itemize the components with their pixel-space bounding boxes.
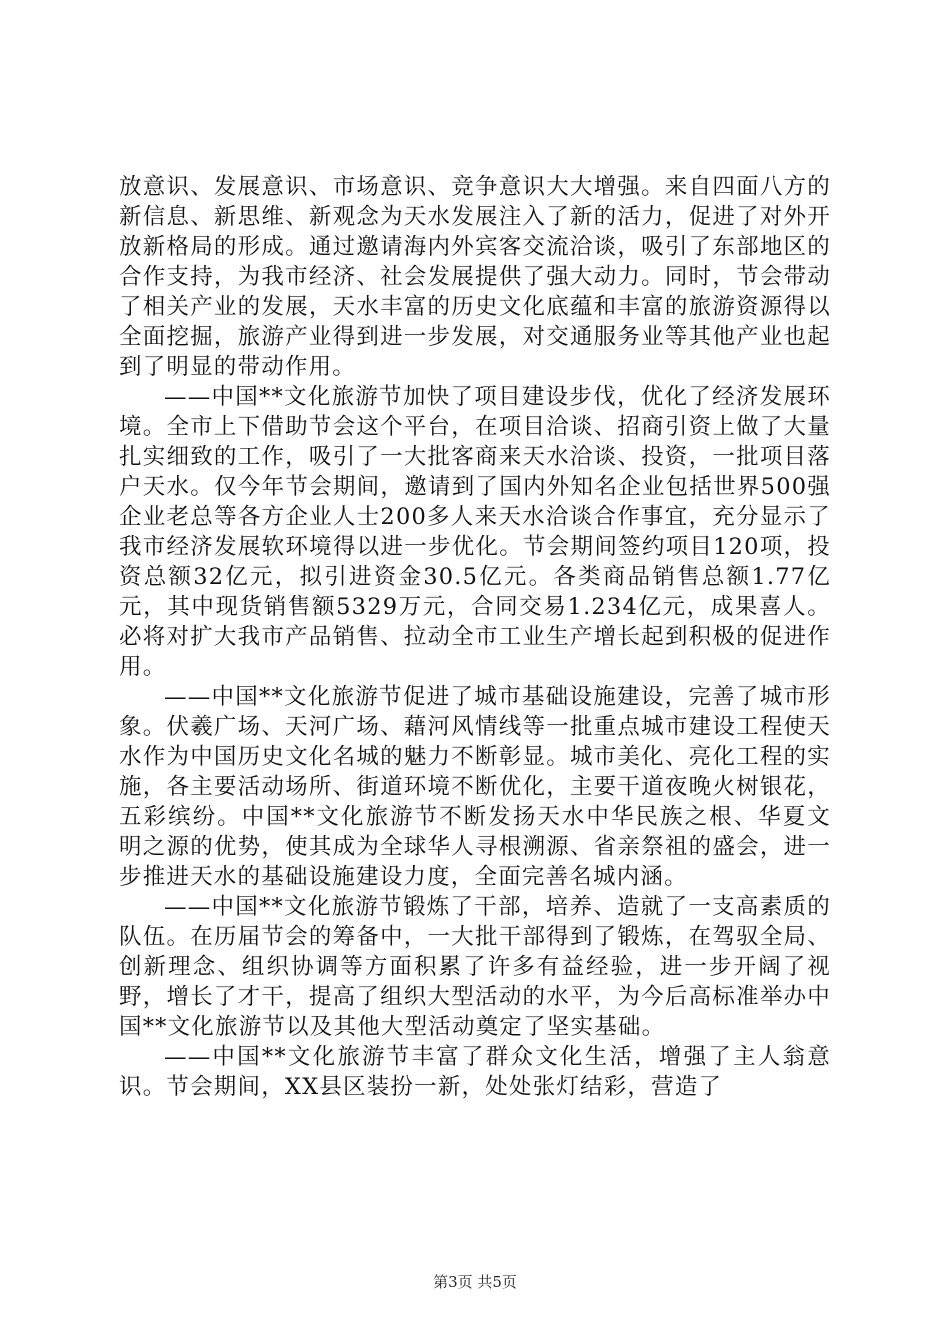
body-text <box>119 172 831 1102</box>
paragraph-cadre-training: ——中国**文化旅游节锻炼了干部，培养、造就了一支高素质的队伍。在历届节会的筹备中，一大批干部得到了锻炼，在驾驭全局、创新理念、组织协调等方面积累了许多有益经验，进一步开阔了视野，增长了才干，提高了组织大型活动的水平，为今后高标准举办中国**文化旅游节以及其他大型活动奠定了坚实基础。 <box>119 894 831 1040</box>
page-footer: 第3页 共5页 <box>433 1273 517 1291</box>
paragraph-continuation: 放意识、发展意识、市场意识、竞争意识大大增强。来自四面八方的新信息、新思维、新观念为天水发展注入了新的活力，促进了对外开放新格局的形成。通过邀请海内外宾客交流洽谈，吸引了东部地区的合作支持，为我市经济、社会发展提供了强大动力。同时，节会带动了相关产业的发展，天水丰富的历史文化底蕴和丰富的旅游资源得以全面挖掘，旅游产业得到进一步发展，对交通服务业等其他产业也起到了明显的带动作用。 <box>119 174 831 380</box>
paragraph-project-construction: ——中国**文化旅游节加快了项目建设步伐，优化了经济发展环境。全市上下借助节会这个平台，在项目洽谈、招商引资上做了大量扎实细致的工作，吸引了一大批客商来天水洽谈、投资，一批项目落户天水。仅今年节会期间，邀请到了国内外知名企业包括世界500强企业老总等各方企业人士200多人来天水洽谈合作事宜，充分显示了我市经济发展软环境得以进一步优化。节会期间签约项目120项，投资总额32亿元，拟引进资金30.5亿元。各类商品销售总额1.77亿元，其中现货销售额5329万元，合同交易1.234亿元，成果喜人。必将对扩大我市产品销售、拉动全市工业生产增长起到积极的促进作用。 <box>119 384 831 680</box>
paragraph-city-infrastructure: ——中国**文化旅游节促进了城市基础设施建设，完善了城市形象。伏羲广场、天河广场、藉河风情线等一批重点城市建设工程使天水作为中国历史文化名城的魅力不断彰显。城市美化、亮化工程的实施，各主要活动场所、街道环境不断优化，主要干道夜晚火树银花，五彩缤纷。中国**文化旅游节不断发扬天水中华民族之根、华夏文明之源的优势，使其成为全球华人寻根溯源、省亲祭祖的盛会，进一步推进天水的基础设施建设力度，全面完善名城内涵。 <box>119 684 831 890</box>
paragraph-cultural-life: ——中国**文化旅游节丰富了群众文化生活，增强了主人翁意识。节会期间，XX县区装扮一新，处处张灯结彩，营造了 <box>119 1044 831 1100</box>
